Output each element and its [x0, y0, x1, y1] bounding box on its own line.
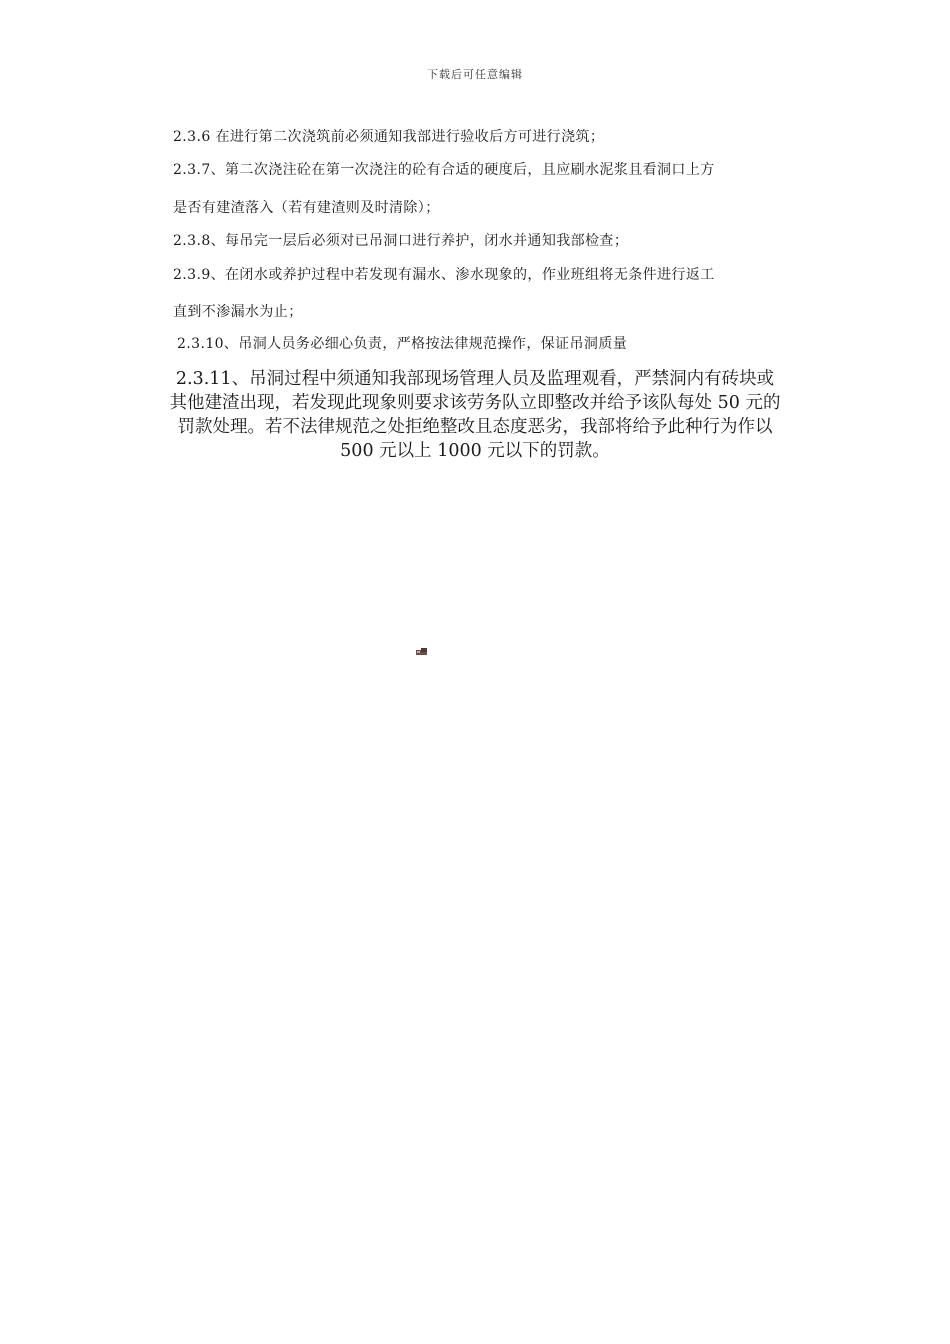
paragraph-2-3-6: 2.3.6 在进行第二次浇筑前必须通知我部进行验收后方可进行浇筑； — [173, 129, 605, 145]
page-header: 下载后可任意编辑 — [427, 68, 523, 81]
paragraph-2-3-10: 2.3.10、吊洞人员务必细心负责，严格按法律规范操作，保证吊洞质量 — [177, 336, 628, 352]
paragraph-2-3-7-line-2: 是否有建渣落入（若有建渣则及时清除）； — [173, 200, 440, 216]
paragraph-2-3-11-line-4: 500 元以上 1000 元以下的罚款。 — [340, 441, 610, 461]
paragraph-2-3-7-line-1: 2.3.7、第二次浇注砼在第一次浇注的砼有合适的硬度后，且应刷水泥浆且看洞口上方 — [173, 162, 715, 178]
paragraph-2-3-11-line-2: 其他建渣出现，若发现此现象则要求该劳务队立即整改并给予该队每处 50 元的 — [169, 393, 781, 413]
small-image-mark — [416, 648, 427, 655]
paragraph-2-3-8: 2.3.8、每吊完一层后必须对已吊洞口进行养护，闭水并通知我部检查； — [173, 233, 629, 249]
paragraph-2-3-9-line-2: 直到不渗漏水为止； — [173, 304, 303, 320]
paragraph-2-3-9-line-1: 2.3.9、在闭水或养护过程中若发现有漏水、渗水现象的，作业班组将无条件进行返工 — [173, 267, 715, 283]
paragraph-2-3-11-line-1: 2.3.11、吊洞过程中须通知我部现场管理人员及监理观看，严禁洞内有砖块或 — [175, 369, 775, 389]
paragraph-2-3-11-line-3: 罚款处理。若不法律规范之处拒绝整改且态度恶劣，我部将给予此种行为作以 — [177, 417, 773, 437]
